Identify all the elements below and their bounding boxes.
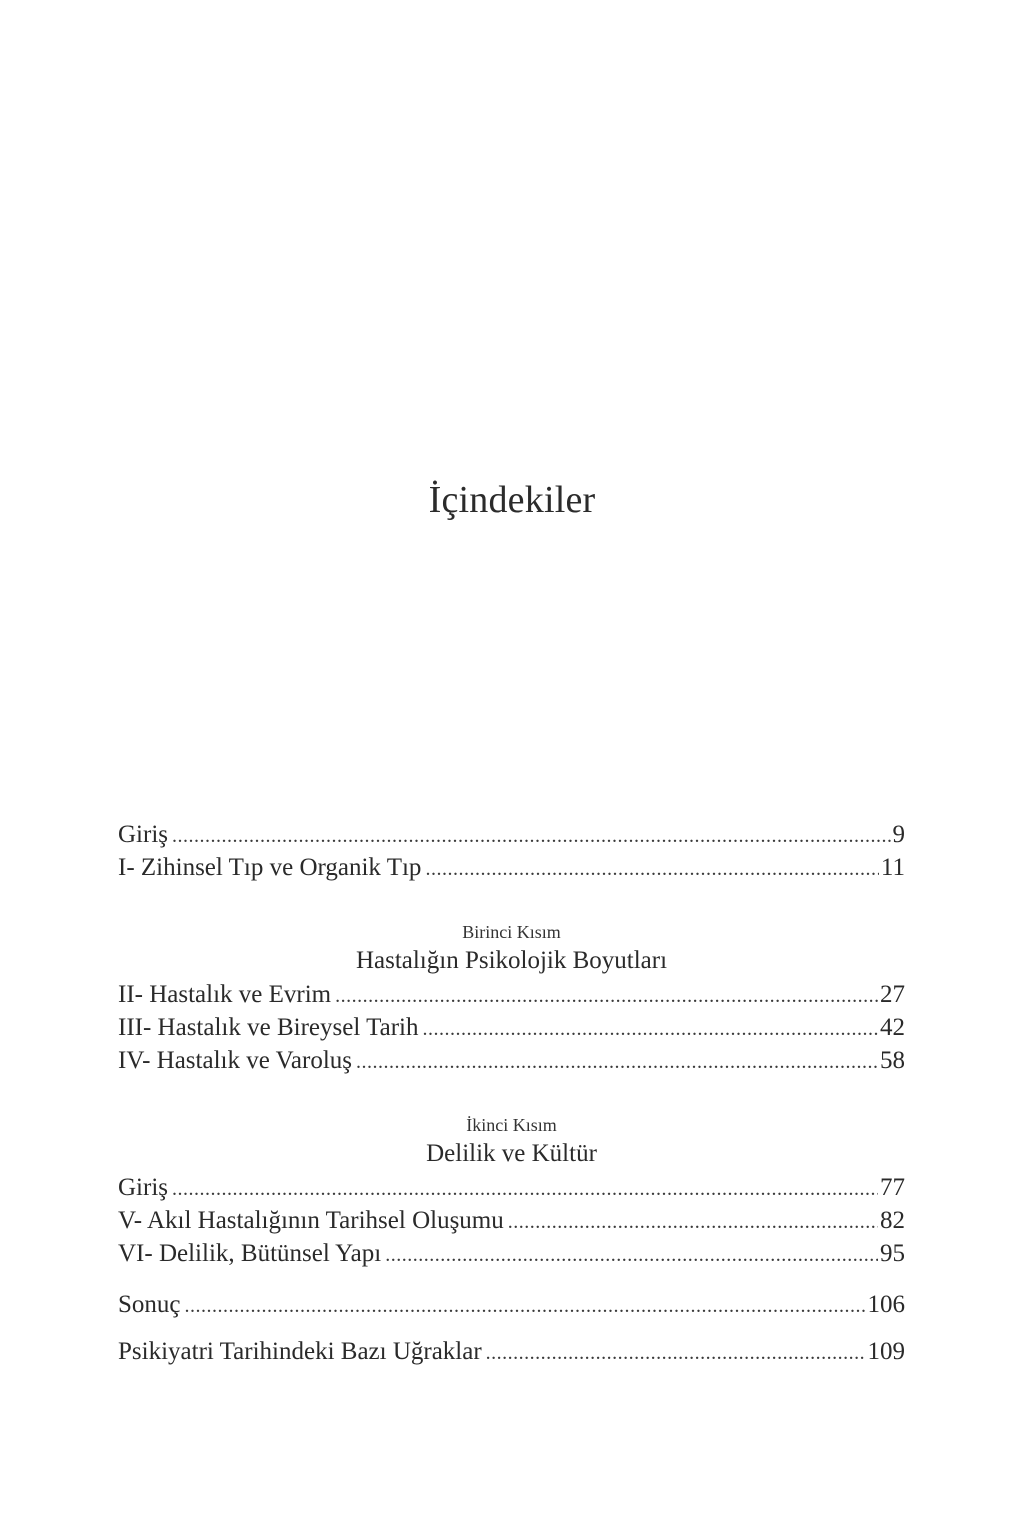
- toc-leader-dots: [422, 1013, 878, 1044]
- toc-entry-label: II- Hastalık ve Evrim: [118, 981, 332, 1008]
- toc-entry-page: 77: [880, 1174, 905, 1201]
- spacer: [118, 1321, 905, 1335]
- toc-entry-label: Psikiyatri Tarihindeki Bazı Uğraklar: [118, 1338, 482, 1365]
- toc-entry-chapter-6: [118, 1237, 905, 1270]
- toc-entry-label: Giriş: [118, 821, 168, 848]
- toc-leader-dots: [172, 1173, 878, 1204]
- toc-entry-milestones: [118, 1335, 905, 1368]
- toc-entry-chapter-4: [118, 1044, 905, 1077]
- toc-entry-intro: [118, 818, 905, 851]
- part-2-title: Delilik ve Kültür: [426, 1140, 597, 1167]
- toc-entry-label: V- Akıl Hastalığının Tarihsel Oluşumu: [118, 1207, 504, 1234]
- toc-entry-page: 42: [880, 1014, 905, 1041]
- part-1-header: [118, 920, 905, 978]
- toc-entry-label: I- Zihinsel Tıp ve Organik Tıp: [118, 854, 422, 881]
- toc-leader-dots: [486, 1337, 866, 1368]
- spacer: [118, 1270, 905, 1288]
- toc-entry-page: 95: [880, 1240, 905, 1267]
- toc-leader-dots: [425, 853, 878, 884]
- toc-entry-page: 82: [880, 1207, 905, 1234]
- toc-entry-chapter-5: [118, 1204, 905, 1237]
- toc-leader-dots: [385, 1239, 878, 1270]
- toc-entry-conclusion: [118, 1288, 905, 1321]
- part-1-title: Hastalığın Psikolojik Boyutları: [355, 947, 668, 974]
- toc-entry-page: 106: [867, 1291, 905, 1318]
- toc-entry-chapter-3: [118, 1011, 905, 1044]
- page-title: İçindekiler: [428, 479, 596, 521]
- toc-entry-label: Giriş: [118, 1174, 168, 1201]
- toc-entry-label: VI- Delilik, Bütünsel Yapı: [118, 1240, 382, 1267]
- toc-leader-dots: [335, 980, 878, 1011]
- part-2-header: [118, 1113, 905, 1171]
- part-2-label: İkinci Kısım: [466, 1115, 557, 1135]
- toc-entry-page: 109: [867, 1338, 905, 1365]
- table-of-contents: [118, 818, 905, 1368]
- toc-leader-dots: [172, 820, 891, 851]
- toc-leader-dots: [356, 1046, 878, 1077]
- toc-entry-page: 27: [880, 981, 905, 1008]
- toc-entry-chapter-2: [118, 978, 905, 1011]
- toc-entry-part-2-intro: [118, 1171, 905, 1204]
- toc-entry-label: III- Hastalık ve Bireysel Tarih: [118, 1014, 419, 1041]
- toc-entry-page: 58: [880, 1047, 905, 1074]
- toc-leader-dots: [508, 1206, 878, 1237]
- toc-entry-page: 11: [880, 854, 905, 881]
- toc-entry-label: IV- Hastalık ve Varoluş: [118, 1047, 352, 1074]
- toc-leader-dots: [185, 1290, 866, 1321]
- toc-entry-chapter-1: [118, 851, 905, 884]
- toc-entry-label: Sonuç: [118, 1291, 181, 1318]
- toc-entry-page: 9: [892, 821, 905, 848]
- part-1-label: Birinci Kısım: [462, 922, 561, 942]
